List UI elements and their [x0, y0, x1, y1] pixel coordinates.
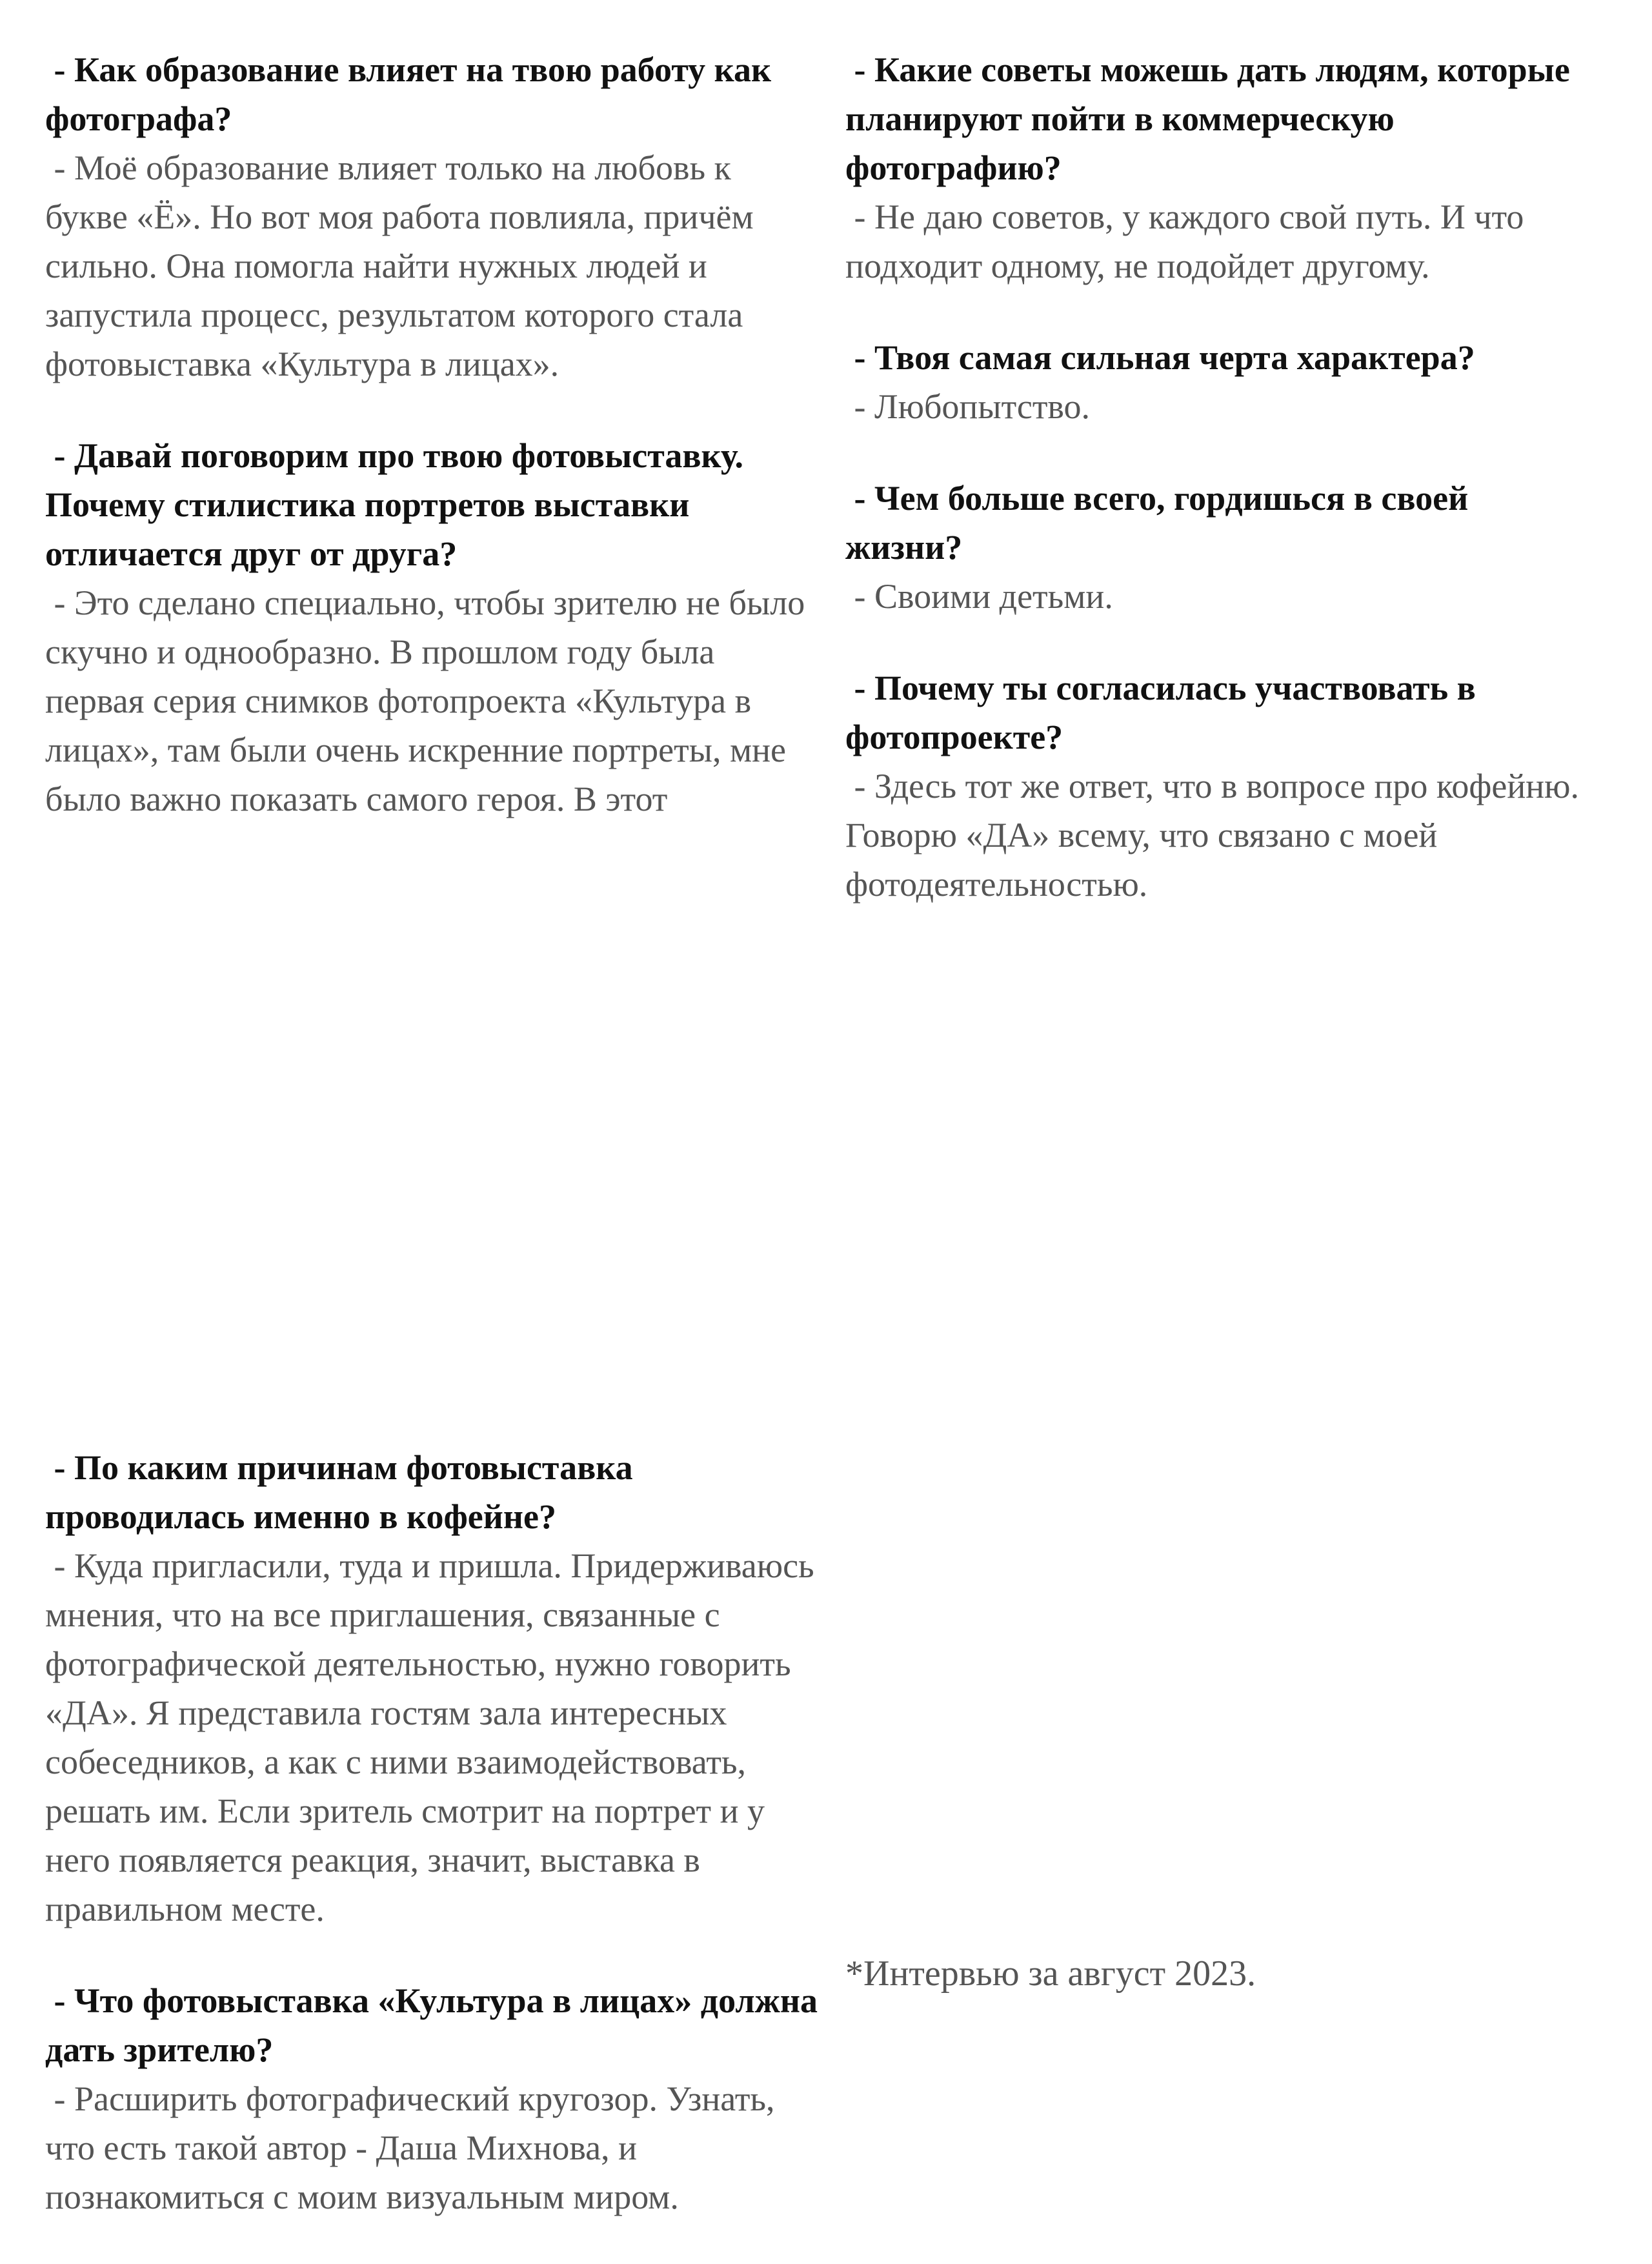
answer: - Куда пригласили, туда и пришла. Придерживаюсь мнения, что на все приглашения, связанные с фотографической деятельностью, нужно говорить «ДА». Я представила гостям зала интересных собеседников, а как с ними взаимодействовать, решать им. Если зритель смотрит на портрет и у него появляется реакция, значит, выставка в правильном месте. [45, 1546, 823, 1928]
qa-block-viewer [45, 1976, 827, 2221]
answer: - Любопытство. [845, 387, 1091, 426]
question: - Почему ты согласилась участвовать в фотопроекте? [845, 669, 1485, 756]
qa-block-pride [845, 474, 1587, 621]
question: - Давай поговорим про твою фотовыставку. Почему стилистика портретов выставки отличается друг от друга? [45, 436, 752, 573]
qa-block-participation [845, 663, 1587, 909]
qa-block-education [45, 45, 820, 389]
answer: - Не даю советов, у каждого свой путь. И что подходит одному, не подойдет другому. [845, 197, 1533, 285]
question: - Чем больше всего, гордишься в своей жизни? [845, 479, 1477, 567]
question: - Как образование влияет на твою работу как фотографа? [45, 50, 780, 138]
answer: - Расширить фотографический кругозор. Узнать, что есть такой автор - Даша Михнова, и познакомиться с моим визуальным миром. [45, 2079, 784, 2216]
question: - Твоя самая сильная черта характера? [845, 338, 1475, 377]
qa-block-character [845, 333, 1587, 431]
question: - По каким причинам фотовыставка проводилась именно в кофейне? [45, 1448, 642, 1536]
answer: - Это сделано специально, чтобы зрителю не было скучно и однообразно. В прошлом году была первая серия снимков фотопроекта «Культура в лицах», там были очень искренние портреты, мне было важно показать самого героя. В этот [45, 583, 814, 818]
left-column [45, 45, 827, 2264]
answer: - Здесь тот же ответ, что в вопросе про кофейню. Говорю «ДА» всему, что связано с моей фотодеятельностью. [845, 767, 1588, 904]
question: - Какие советы можешь дать людям, которые планируют пойти в коммерческую фотографию? [845, 50, 1579, 187]
footnote: *Интервью за август 2023. [845, 1954, 1256, 1994]
question: - Что фотовыставка «Культура в лицах» должна дать зрителю? [45, 1981, 827, 2069]
qa-block-exhibition-style [45, 431, 820, 1417]
answer: - Моё образование влияет только на любовь к букве «Ё». Но вот моя работа повлияла, причём сильно. Она помогла найти нужных людей и запустила процесс, результатом которого стала фотовыставка «Культура в лицах». [45, 148, 763, 383]
qa-block-advice [845, 45, 1587, 290]
answer: - Своими детьми. [845, 577, 1113, 616]
qa-block-cafe [45, 1443, 823, 1934]
right-column [845, 45, 1587, 951]
